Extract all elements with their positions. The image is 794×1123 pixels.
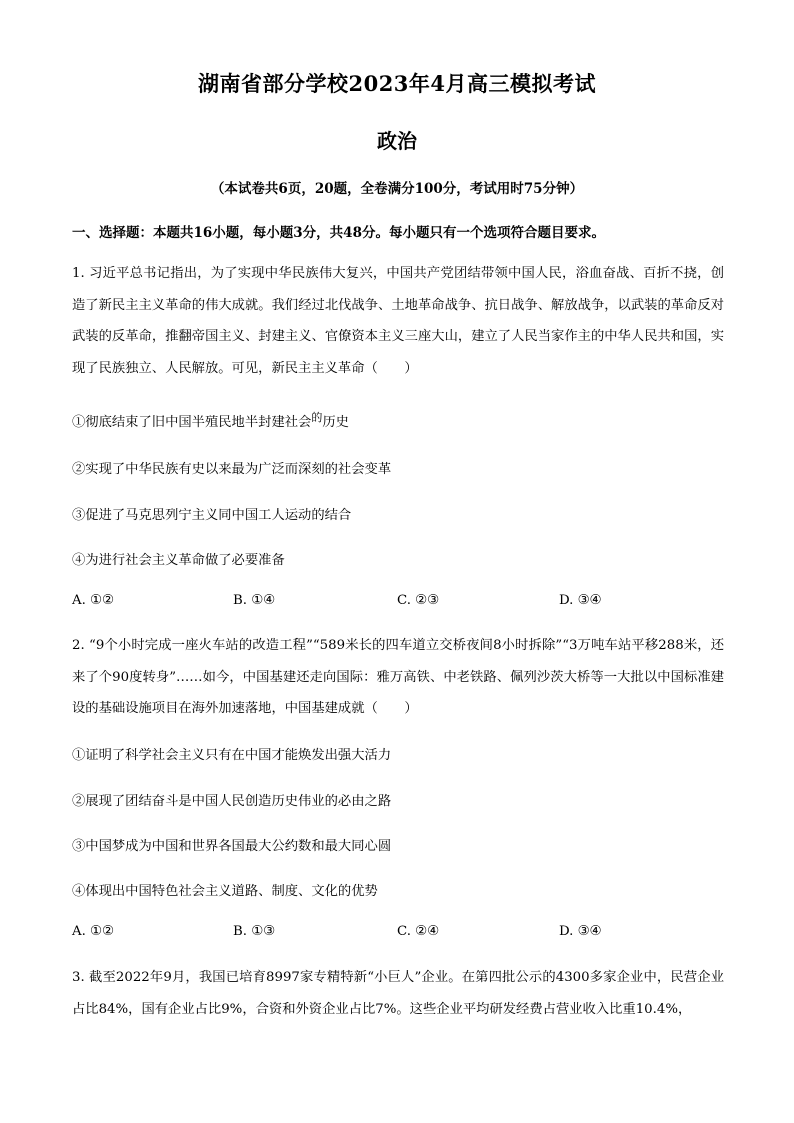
option-d: D. ③④ (559, 593, 602, 608)
option-b: B. ①③ (233, 924, 276, 939)
question-1-statement-1 (72, 411, 722, 430)
section-heading: 一、选择题：本题共16小题，每小题3分，共48分。每小题只有一个选项符合题目要求。 (72, 225, 605, 241)
option-c: C. ②③ (397, 593, 439, 608)
statement-text-end: 历史 (322, 415, 349, 430)
question-2-statement-1: ①证明了科学社会主义只有在中国才能焕发出强大活力 (72, 748, 392, 763)
question-2-statement-3: ③中国梦成为中国和世界各国最大公约数和最大同心圆 (72, 839, 392, 854)
option-a: A. ①② (72, 593, 114, 608)
exam-subject: 政治 (377, 129, 417, 153)
statement-superscript: 的 (311, 411, 323, 424)
question-1-options (72, 593, 722, 613)
question-1-statement-2: ②实现了中华民族有史以来最为广泛而深刻的社会变革 (72, 462, 392, 477)
statement-text: ①彻底结束了旧中国半殖民地半封建社会 (72, 415, 312, 430)
exam-note: （本试卷共6页，20题，全卷满分100分，考试用时75分钟） (210, 181, 584, 197)
question-2-statement-2: ②展现了团结奋斗是中国人民创造历史伟业的必由之路 (72, 794, 392, 809)
question-1-stem: 1. 习近平总书记指出，为了实现中华民族伟大复兴，中国共产党团结带领中国人民，浴血奋战、百折不挠，创造了新民主主义革命的伟大成就。我们经过北伐战争、土地革命战争、抗日战争、解放战争，以武装的革命反对武装的反革命，推翻帝国主义、封建主义、官僚资本主义三座大山，建立了人民当家作主的中华人民共和国，实现了民族独立、人民解放。可见，新民主主义革命（ ） (72, 266, 724, 376)
option-d: D. ③④ (559, 924, 602, 939)
question-2-stem: 2. “9个小时完成一座火车站的改造工程”“589米长的四车道立交桥夜间8小时拆除”“3万吨车站平移288米，还来了个90度转身”……如今，中国基建还走向国际：雅万高铁、中老铁路、佩列沙茨大桥等一大批以中国标准建设的基础设施项目在海外加速落地，中国基建成就（ ） (72, 638, 724, 716)
exam-title: 湖南省部分学校2023年4月高三模拟考试 (197, 71, 597, 96)
question-3-stem: 3. 截至2022年9月，我国已培育8997家专精特新“小巨人”企业。在第四批公示的4300多家企业中，民营企业占比84%，国有企业占比9%，合资和外资企业占比7%。这些企业平均研发经费占营业收入比重10.4%， (72, 970, 724, 1017)
question-1-statement-4: ④为进行社会主义革命做了必要准备 (72, 553, 285, 568)
question-2-statement-4: ④体现出中国特色社会主义道路、制度、文化的优势 (72, 884, 378, 899)
question-2-options (72, 924, 722, 944)
question-1-statement-3: ③促进了马克思列宁主义同中国工人运动的结合 (72, 508, 352, 523)
option-a: A. ①② (72, 924, 114, 939)
option-c: C. ②④ (397, 924, 439, 939)
option-b: B. ①④ (233, 593, 276, 608)
